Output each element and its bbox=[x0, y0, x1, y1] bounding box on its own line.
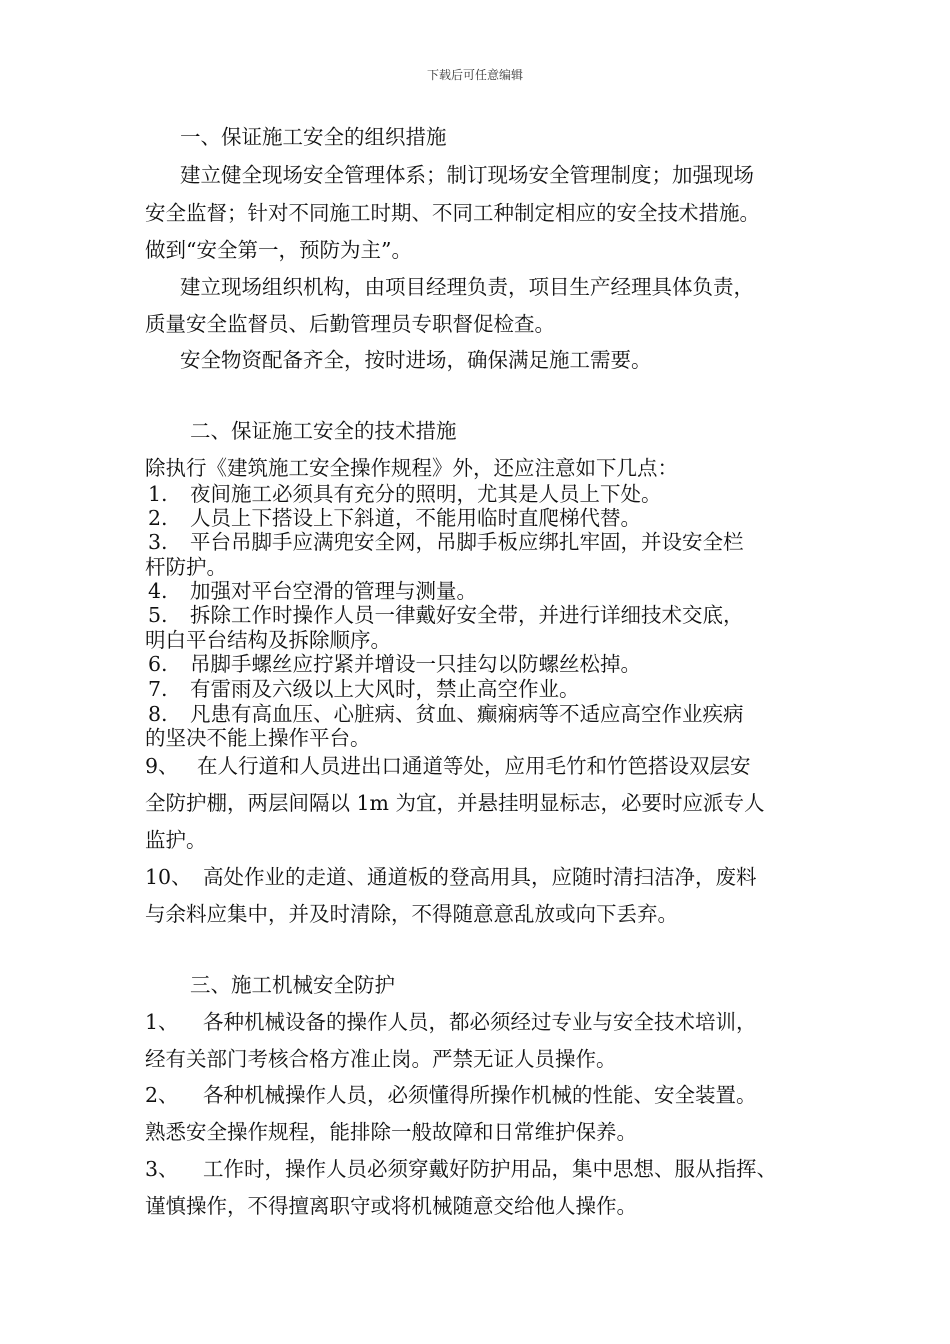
s2-item-4 bbox=[148, 578, 828, 604]
item-number: 4. bbox=[148, 579, 168, 603]
item-text: 高处作业的走道、通道板的登高用具，应随时清扫洁净，废料 bbox=[203, 865, 757, 889]
item-number: 9、 bbox=[145, 754, 179, 778]
item-text: 工作时，操作人员必须穿戴好防护用品，集中思想、服从指挥、 bbox=[203, 1157, 777, 1181]
item-number: 1、 bbox=[145, 1010, 179, 1034]
s1-p1-line-2: 安全监督；针对不同施工时期、不同工种制定相应的安全技术措施。 bbox=[145, 201, 760, 225]
item-number: 2、 bbox=[145, 1083, 179, 1107]
item-text: 人员上下搭设上下斜道，不能用临时直爬梯代替。 bbox=[190, 506, 641, 530]
s1-p2-line-2: 质量安全监督员、后勤管理员专职督促检查。 bbox=[145, 312, 555, 336]
s2-item-3 bbox=[148, 529, 828, 555]
s3-item-3 bbox=[145, 1156, 825, 1182]
item-number: 8. bbox=[148, 702, 168, 726]
s2-item-7 bbox=[148, 676, 828, 702]
s3-item-2-cont: 熟悉安全操作规程，能排除一般故障和日常维护保养。 bbox=[145, 1120, 637, 1144]
s2-item-3-cont: 杆防护。 bbox=[145, 555, 227, 579]
s2-item-9-cont-2: 监护。 bbox=[145, 828, 207, 852]
s2-item-2 bbox=[148, 505, 828, 531]
s2-intro: 除执行《建筑施工安全操作规程》外，还应注意如下几点： bbox=[145, 456, 678, 480]
item-text: 在人行道和人员进出口通道等处，应用毛竹和竹笆搭设双层安 bbox=[197, 754, 751, 778]
s2-item-1 bbox=[148, 481, 828, 507]
item-text: 拆除工作时操作人员一律戴好安全带，并进行详细技术交底， bbox=[190, 603, 744, 627]
s1-p2-line-1: 建立现场组织机构，由项目经理负责，项目生产经理具体负责， bbox=[180, 275, 754, 299]
s2-item-10 bbox=[145, 864, 825, 890]
s1-p1-line-1: 建立健全现场安全管理体系；制订现场安全管理制度；加强现场 bbox=[180, 163, 754, 187]
s3-item-1-cont: 经有关部门考核合格方准止岗。严禁无证人员操作。 bbox=[145, 1047, 617, 1071]
s2-item-9 bbox=[145, 753, 825, 779]
section-3-title: 三、施工机械安全防护 bbox=[190, 973, 395, 997]
s2-item-9-cont-1: 全防护棚，两层间隔以 1m 为宜，并悬挂明显标志，必要时应派专人 bbox=[145, 791, 765, 815]
s2-item-6 bbox=[148, 651, 828, 677]
s3-item-3-cont: 谨慎操作，不得擅离职守或将机械随意交给他人操作。 bbox=[145, 1194, 637, 1218]
page-header: 下载后可任意编辑 bbox=[426, 68, 523, 82]
item-text: 各种机械操作人员，必须懂得所操作机械的性能、安全装置。 bbox=[203, 1083, 757, 1107]
item-number: 1. bbox=[148, 482, 168, 506]
s1-p3: 安全物资配备齐全，按时进场，确保满足施工需要。 bbox=[180, 348, 652, 372]
item-text: 平台吊脚手应满兜安全网，吊脚手板应绑扎牢固，并设安全栏 bbox=[190, 530, 744, 554]
item-text: 吊脚手螺丝应拧紧并增设一只挂勾以防螺丝松掉。 bbox=[190, 652, 641, 676]
item-number: 2. bbox=[148, 506, 168, 530]
item-number: 3、 bbox=[145, 1157, 179, 1181]
s3-item-1 bbox=[145, 1009, 825, 1035]
s2-item-10-cont: 与余料应集中，并及时清除，不得随意意乱放或向下丢弃。 bbox=[145, 902, 678, 926]
item-number: 5. bbox=[148, 603, 168, 627]
item-text: 凡患有高血压、心脏病、贫血、癫痫病等不适应高空作业疾病 bbox=[190, 702, 744, 726]
s2-item-8-cont: 的坚决不能上操作平台。 bbox=[145, 726, 371, 750]
item-number: 7. bbox=[148, 677, 168, 701]
s2-item-5 bbox=[148, 602, 828, 628]
item-number: 10、 bbox=[145, 865, 192, 889]
section-2-title: 二、保证施工安全的技术措施 bbox=[190, 419, 457, 443]
s2-item-5-cont: 明白平台结构及拆除顺序。 bbox=[145, 628, 391, 652]
s1-p1-line-3: 做到“安全第一，预防为主”。 bbox=[145, 238, 412, 262]
item-text: 有雷雨及六级以上大风时，禁止高空作业。 bbox=[190, 677, 580, 701]
item-number: 6. bbox=[148, 652, 168, 676]
item-text: 各种机械设备的操作人员，都必须经过专业与安全技术培训， bbox=[203, 1010, 757, 1034]
section-1-title: 一、保证施工安全的组织措施 bbox=[180, 125, 447, 149]
s3-item-2 bbox=[145, 1082, 825, 1108]
s2-item-8 bbox=[148, 701, 828, 727]
item-text: 加强对平台空滑的管理与测量。 bbox=[190, 579, 477, 603]
item-text: 夜间施工必须具有充分的照明，尤其是人员上下处。 bbox=[190, 482, 662, 506]
item-number: 3. bbox=[148, 530, 168, 554]
